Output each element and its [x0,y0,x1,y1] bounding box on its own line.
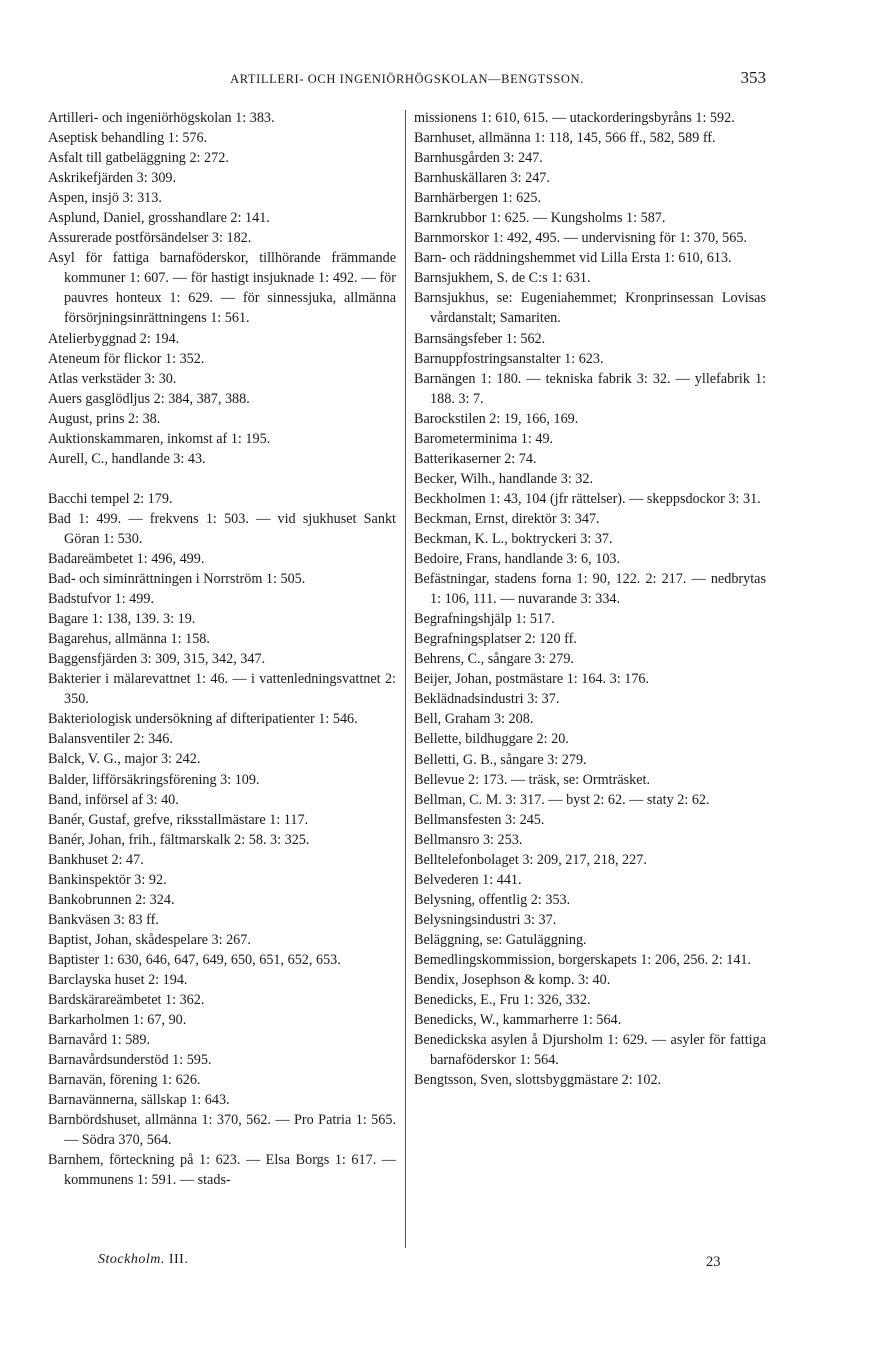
index-entry: Askrikefjärden 3: 309. [48,170,177,187]
index-entry: Barnuppfostringsanstalter 1: 623. [414,350,604,367]
index-entry: Baptister 1: 630, 646, 647, 649, 650, 651, 652, 653. [48,951,341,968]
index-entry: Bankväsen 3: 83 ff. [48,911,159,928]
signature-word: Stockholm. [98,1252,165,1267]
index-entry: Artilleri- och ingeniörhögskolan 1: 383. [48,110,275,126]
index-entry: Barnängen 1: 180. — tekniska fabrik 3: 32. — yllefabrik 1: 188. 3: 7. [414,370,766,407]
index-entry: Atlas verkstäder 3: 30. [48,370,177,387]
running-head: ARTILLERI- OCH INGENIÖRHÖGSKOLAN—BENGTSSON. [230,72,584,86]
index-entry: Bagare 1: 138, 139. 3: 19. [48,611,196,628]
index-entry: Barnsjukhus, se: Eugeniahemmet; Kronprinsessan Lovisas vårdanstalt; Samariten. [414,290,766,327]
index-entry: Begrafningshjälp 1: 517. [414,611,555,628]
index-entry: Bellmansfesten 3: 245. [414,811,545,828]
index-entry: Baggensfjärden 3: 309, 315, 342, 347. [48,651,266,668]
column-divider [405,110,406,1248]
index-entry: Bellevue 2: 173. — träsk, se: Ormträsket. [414,771,651,788]
index-column-right [414,108,766,1090]
index-entry: Asyl för fattiga barnaföderskor, tillhörande främmande kommuner 1: 607. — för hastigt insjuknade 1: 492. — för pauvres honteux 1: 629. — för sinnessjuka, allmänna försörjningsinrättningens 1: 561. [48,250,396,327]
index-entry: Bankhuset 2: 47. [48,851,144,868]
index-entry: August, prins 2: 38. [48,410,161,427]
sheet-number: 23 [706,1254,721,1270]
index-entry: Band, införsel af 3: 40. [48,791,179,808]
index-entry: Balder, lifförsäkringsförening 3: 109. [48,771,260,788]
index-entry: Beklädnadsindustri 3: 37. [414,691,560,708]
index-entry: Asplund, Daniel, grosshandlare 2: 141. [48,210,270,227]
page-header [48,68,766,90]
index-entry: Benedicks, W., kammarherre 1: 564. [414,1012,622,1029]
index-entry: Bakteriologisk undersökning af difteripatienter 1: 546. [48,711,358,728]
index-entry: Beckman, Ernst, direktör 3: 347. [414,510,600,527]
index-entry: Bankinspektör 3: 92. [48,871,167,888]
index-entry: Bellmansro 3: 253. [414,831,523,848]
index-entry: Barnavän, förening 1: 626. [48,1072,201,1089]
index-entry: Badareämbetet 1: 496, 499. [48,550,205,567]
index-entry: Behrens, C., sångare 3: 279. [414,651,574,668]
index-entry: Balansventiler 2: 346. [48,731,173,748]
page-number: 353 [740,68,766,87]
index-entry: Barkarholmen 1: 67, 90. [48,1012,187,1029]
index-entry: Befästningar, stadens forna 1: 90, 122. 2: 217. — nedbrytas 1: 106, 111. — nuvarande 3: 334. [414,571,766,608]
index-entry: Barometerminima 1: 49. [414,430,554,447]
index-entry: Aseptisk behandling 1: 576. [48,130,208,147]
index-entry: Aspen, insjö 3: 313. [48,190,162,207]
index-entry: Baptist, Johan, skådespelare 3: 267. [48,931,251,948]
index-entry: Barnavård 1: 589. [48,1032,151,1049]
index-entry: Barnavännerna, sällskap 1: 643. [48,1092,230,1109]
index-entry: Bad- och siminrättningen i Norrström 1: 505. [48,571,306,588]
index-entry: Barnsängsfeber 1: 562. [414,330,546,347]
index-entry: Barnavårdsunderstöd 1: 595. [48,1052,212,1069]
index-entry: Auers gasglödljus 2: 384, 387, 388. [48,390,250,407]
index-entry: missionens 1: 610, 615. — utackorderingsbyråns 1: 592. [414,110,735,126]
index-entry: Aurell, C., handlande 3: 43. [48,450,206,467]
index-entry: Becker, Wilh., handlande 3: 32. [414,470,594,487]
index-entry: Bardskärareämbetet 1: 362. [48,992,205,1009]
index-entry: Banér, Johan, frih., fältmarskalk 2: 58. 3: 325. [48,831,310,848]
index-entry: Barnhusgården 3: 247. [414,150,543,167]
index-column-left [48,108,396,1190]
index-entry: Barnmorskor 1: 492, 495. — undervisning för 1: 370, 565. [414,230,747,247]
index-entry: Atelierbyggnad 2: 194. [48,330,180,347]
index-entry: Bad 1: 499. — frekvens 1: 503. — vid sjukhuset Sankt Göran 1: 530. [48,510,396,547]
index-entry: Assurerade postförsändelser 3: 182. [48,230,252,247]
signature-mark [98,1252,188,1268]
index-entry: Bedoire, Frans, handlande 3: 6, 103. [414,551,621,568]
index-entry: Bendix, Josephson & komp. 3: 40. [414,972,611,989]
index-entry: Barnhärbergen 1: 625. [414,190,541,207]
index-entry: Barnsjukhem, S. de C:s 1: 631. [414,270,591,287]
index-entry: Belltelefonbolaget 3: 209, 217, 218, 227. [414,851,647,868]
index-entry: Beijer, Johan, postmästare 1: 164. 3: 176. [414,671,650,688]
signature-volume: III. [168,1252,189,1267]
index-entry: Benedicks, E., Fru 1: 326, 332. [414,992,591,1009]
index-entry: Ateneum för flickor 1: 352. [48,350,205,367]
index-entry: Barclayska huset 2: 194. [48,971,188,988]
index-entry: Belletti, G. B., sångare 3: 279. [414,751,587,768]
index-entry: Bemedlingskommission, borgerskapets 1: 206, 256. 2: 141. [414,951,752,968]
index-entry: Beckman, K. L., boktryckeri 3: 37. [414,530,613,547]
index-entry: Badstufvor 1: 499. [48,591,155,608]
index-entry: Beckholmen 1: 43, 104 (jfr rättelser). — skeppsdockor 3: 31. [414,490,761,507]
index-entry: Begrafningsplatser 2: 120 ff. [414,631,577,648]
index-entry: Benedickska asylen å Djursholm 1: 629. — asyler för fattiga barnaföderskor 1: 564. [414,1032,766,1069]
index-entry: Bakterier i mälarevattnet 1: 46. — i vattenledningsvattnet 2: 350. [48,671,396,708]
index-entry: Bellman, C. M. 3: 317. — byst 2: 62. — staty 2: 62. [414,791,710,808]
index-entry: Barockstilen 2: 19, 166, 169. [414,410,579,427]
index-entry: Barn- och räddningshemmet vid Lilla Ersta 1: 610, 613. [414,250,732,267]
index-entry: Bacchi tempel 2: 179. [48,490,173,507]
index-entry: Belysning, offentlig 2: 353. [414,891,571,908]
index-entry: Bellette, bildhuggare 2: 20. [414,731,569,748]
index-entry: Barnkrubbor 1: 625. — Kungsholms 1: 587. [414,210,666,227]
index-entry: Bengtsson, Sven, slottsbyggmästare 2: 102. [414,1072,662,1089]
index-entry: Barnhuset, allmänna 1: 118, 145, 566 ff., 582, 589 ff. [414,130,716,147]
index-entry: Bagarehus, allmänna 1: 158. [48,631,210,648]
index-entry: Belvederen 1: 441. [414,871,522,888]
index-entry: Balck, V. G., major 3: 242. [48,751,201,768]
index-entry: Barnhem, förteckning på 1: 623. — Elsa Borgs 1: 617. — kommunens 1: 591. — stads- [48,1152,396,1189]
index-entry: Banér, Gustaf, grefve, riksstallmästare 1: 117. [48,811,309,828]
index-entry: Belysningsindustri 3: 37. [414,911,557,928]
index-entry: Bankobrunnen 2: 324. [48,891,175,908]
index-entry: Batterikaserner 2: 74. [414,450,537,467]
index-entry: Asfalt till gatbeläggning 2: 272. [48,150,229,167]
index-entry: Bell, Graham 3: 208. [414,711,534,728]
index-entry: Barnhuskällaren 3: 247. [414,170,550,187]
index-entry: Beläggning, se: Gatuläggning. [414,931,587,948]
index-entry: Auktionskammaren, inkomst af 1: 195. [48,430,271,447]
index-entry: Barnbördshuset, allmänna 1: 370, 562. — Pro Patria 1: 565. — Södra 370, 564. [48,1112,396,1149]
